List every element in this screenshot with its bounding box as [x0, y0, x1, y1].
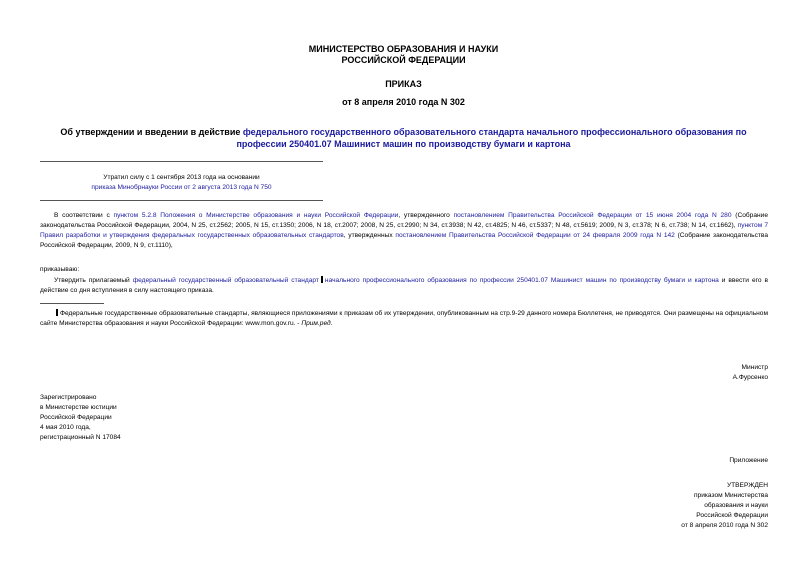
status-line: Утратил силу с 1 сентября 2013 года на основании — [103, 174, 260, 181]
link-standard[interactable]: федеральный государственный образовательный стандарт — [132, 277, 319, 284]
divider-top — [40, 161, 323, 162]
preamble-paragraph — [40, 211, 768, 251]
signature-block — [733, 363, 768, 383]
p1-text-e: (Собрание законодательства Российской Федерации, 2009, N 9, ст.1110), — [40, 232, 768, 249]
footnote-text: Федеральные государственные образовательные стандарты, являющиеся приложениями к приказам об их утверждении, опубликованным на стр.9-29 данного номера Бюллетеня, не приводятся. Они размещены на официальном сайте Министерства образования и науки Российской Федерации: www.mon.gov.ru. - — [40, 310, 768, 327]
status-link[interactable]: приказа Минобрнауки России от 2 августа 2013 года N 750 — [91, 184, 272, 191]
appendix-label: Приложение — [729, 457, 768, 464]
footnote — [40, 309, 768, 329]
p3-text-a: Утвердить прилагаемый — [54, 277, 133, 284]
approval-line-2: образования и науки — [704, 502, 768, 509]
registration-line-4: 4 мая 2010 года, — [40, 424, 91, 431]
footnote-marker[interactable] — [321, 276, 323, 283]
p1-text-a: В соответствии с — [54, 212, 114, 219]
p3-text-b: и ввести его в действие со дня вступления в силу настоящего приказа. — [40, 277, 768, 294]
approval-line-1: приказом Министерства — [693, 492, 768, 499]
order-word: приказываю: — [40, 266, 80, 273]
registration-block — [40, 393, 121, 443]
signature-title: Министр — [741, 364, 768, 371]
registration-line-5: регистрационный N 17084 — [40, 434, 121, 441]
link-regulation-5-2-8[interactable]: пунктом 5.2.8 Положения о Министерстве образования и науки Российской Федерации — [113, 212, 399, 219]
footnote-note: Прим.ред. — [301, 320, 333, 327]
footnote-divider — [40, 303, 104, 304]
approval-heading: УТВЕРЖДЕН — [726, 482, 768, 489]
footnote-marker-ref — [56, 309, 58, 316]
title-prefix: Об утверждении и введении в действие — [60, 127, 243, 137]
registration-line-3: Российской Федерации — [40, 414, 112, 421]
order-paragraph — [40, 276, 768, 296]
doc-type: ПРИКАЗ — [385, 79, 422, 89]
doc-title — [40, 126, 767, 150]
link-standard-profession[interactable]: начального профессионального образования по профессии 250401.07 Машинист машин по производству бумаги и картона — [324, 277, 719, 284]
ministry-header — [0, 44, 807, 66]
approval-line-4: от 8 апреля 2010 года N 302 — [681, 522, 768, 529]
p1-text-d: , утвержденных — [343, 232, 396, 239]
status-note — [40, 173, 323, 193]
link-resolution-280[interactable]: постановлением Правительства Российской Федерации от 15 июня 2004 года N 280 — [453, 212, 732, 219]
registration-line-2: в Министерстве юстиции — [40, 404, 117, 411]
ministry-line-2: РОССИЙСКОЙ ФЕДЕРАЦИИ — [341, 55, 466, 65]
title-link[interactable]: федерального государственного образовательного стандарта начального профессионального образования по профессии 250401.07 Машинист машин по производству бумаги и картона — [236, 127, 747, 149]
approval-block — [681, 481, 768, 531]
link-rules-item-7[interactable]: пунктом 7 Правил разработки и утверждения федеральных государственных образовательных стандартов — [40, 222, 768, 239]
registration-line-1: Зарегистрировано — [40, 394, 97, 401]
link-resolution-142[interactable]: постановлением Правительства Российской Федерации от 24 февраля 2009 года N 142 — [395, 232, 675, 239]
p1-text-c: (Собрание законодательства Российской Федерации, 2004, N 25, ст.2562; 2005, N 15, ст.1350; 2006, N 18, ст.2007; 2008, N 25, ст.2990; N 34, ст.3938; N 42, ст.4825; N 46, ст.5337; N 48, ст.5619; 2009, N 3, ст.378; N 6, ст.738; N 14, ст.1662), — [40, 212, 768, 229]
approval-line-3: Российской Федерации — [696, 512, 768, 519]
signature-name: А.Фурсенко — [732, 374, 768, 381]
divider-bottom — [40, 200, 323, 201]
p1-text-b: , утвержденного — [398, 212, 454, 219]
doc-date-number: от 8 апреля 2010 года N 302 — [342, 97, 465, 107]
ministry-line-1: МИНИСТЕРСТВО ОБРАЗОВАНИЯ И НАУКИ — [308, 44, 499, 54]
